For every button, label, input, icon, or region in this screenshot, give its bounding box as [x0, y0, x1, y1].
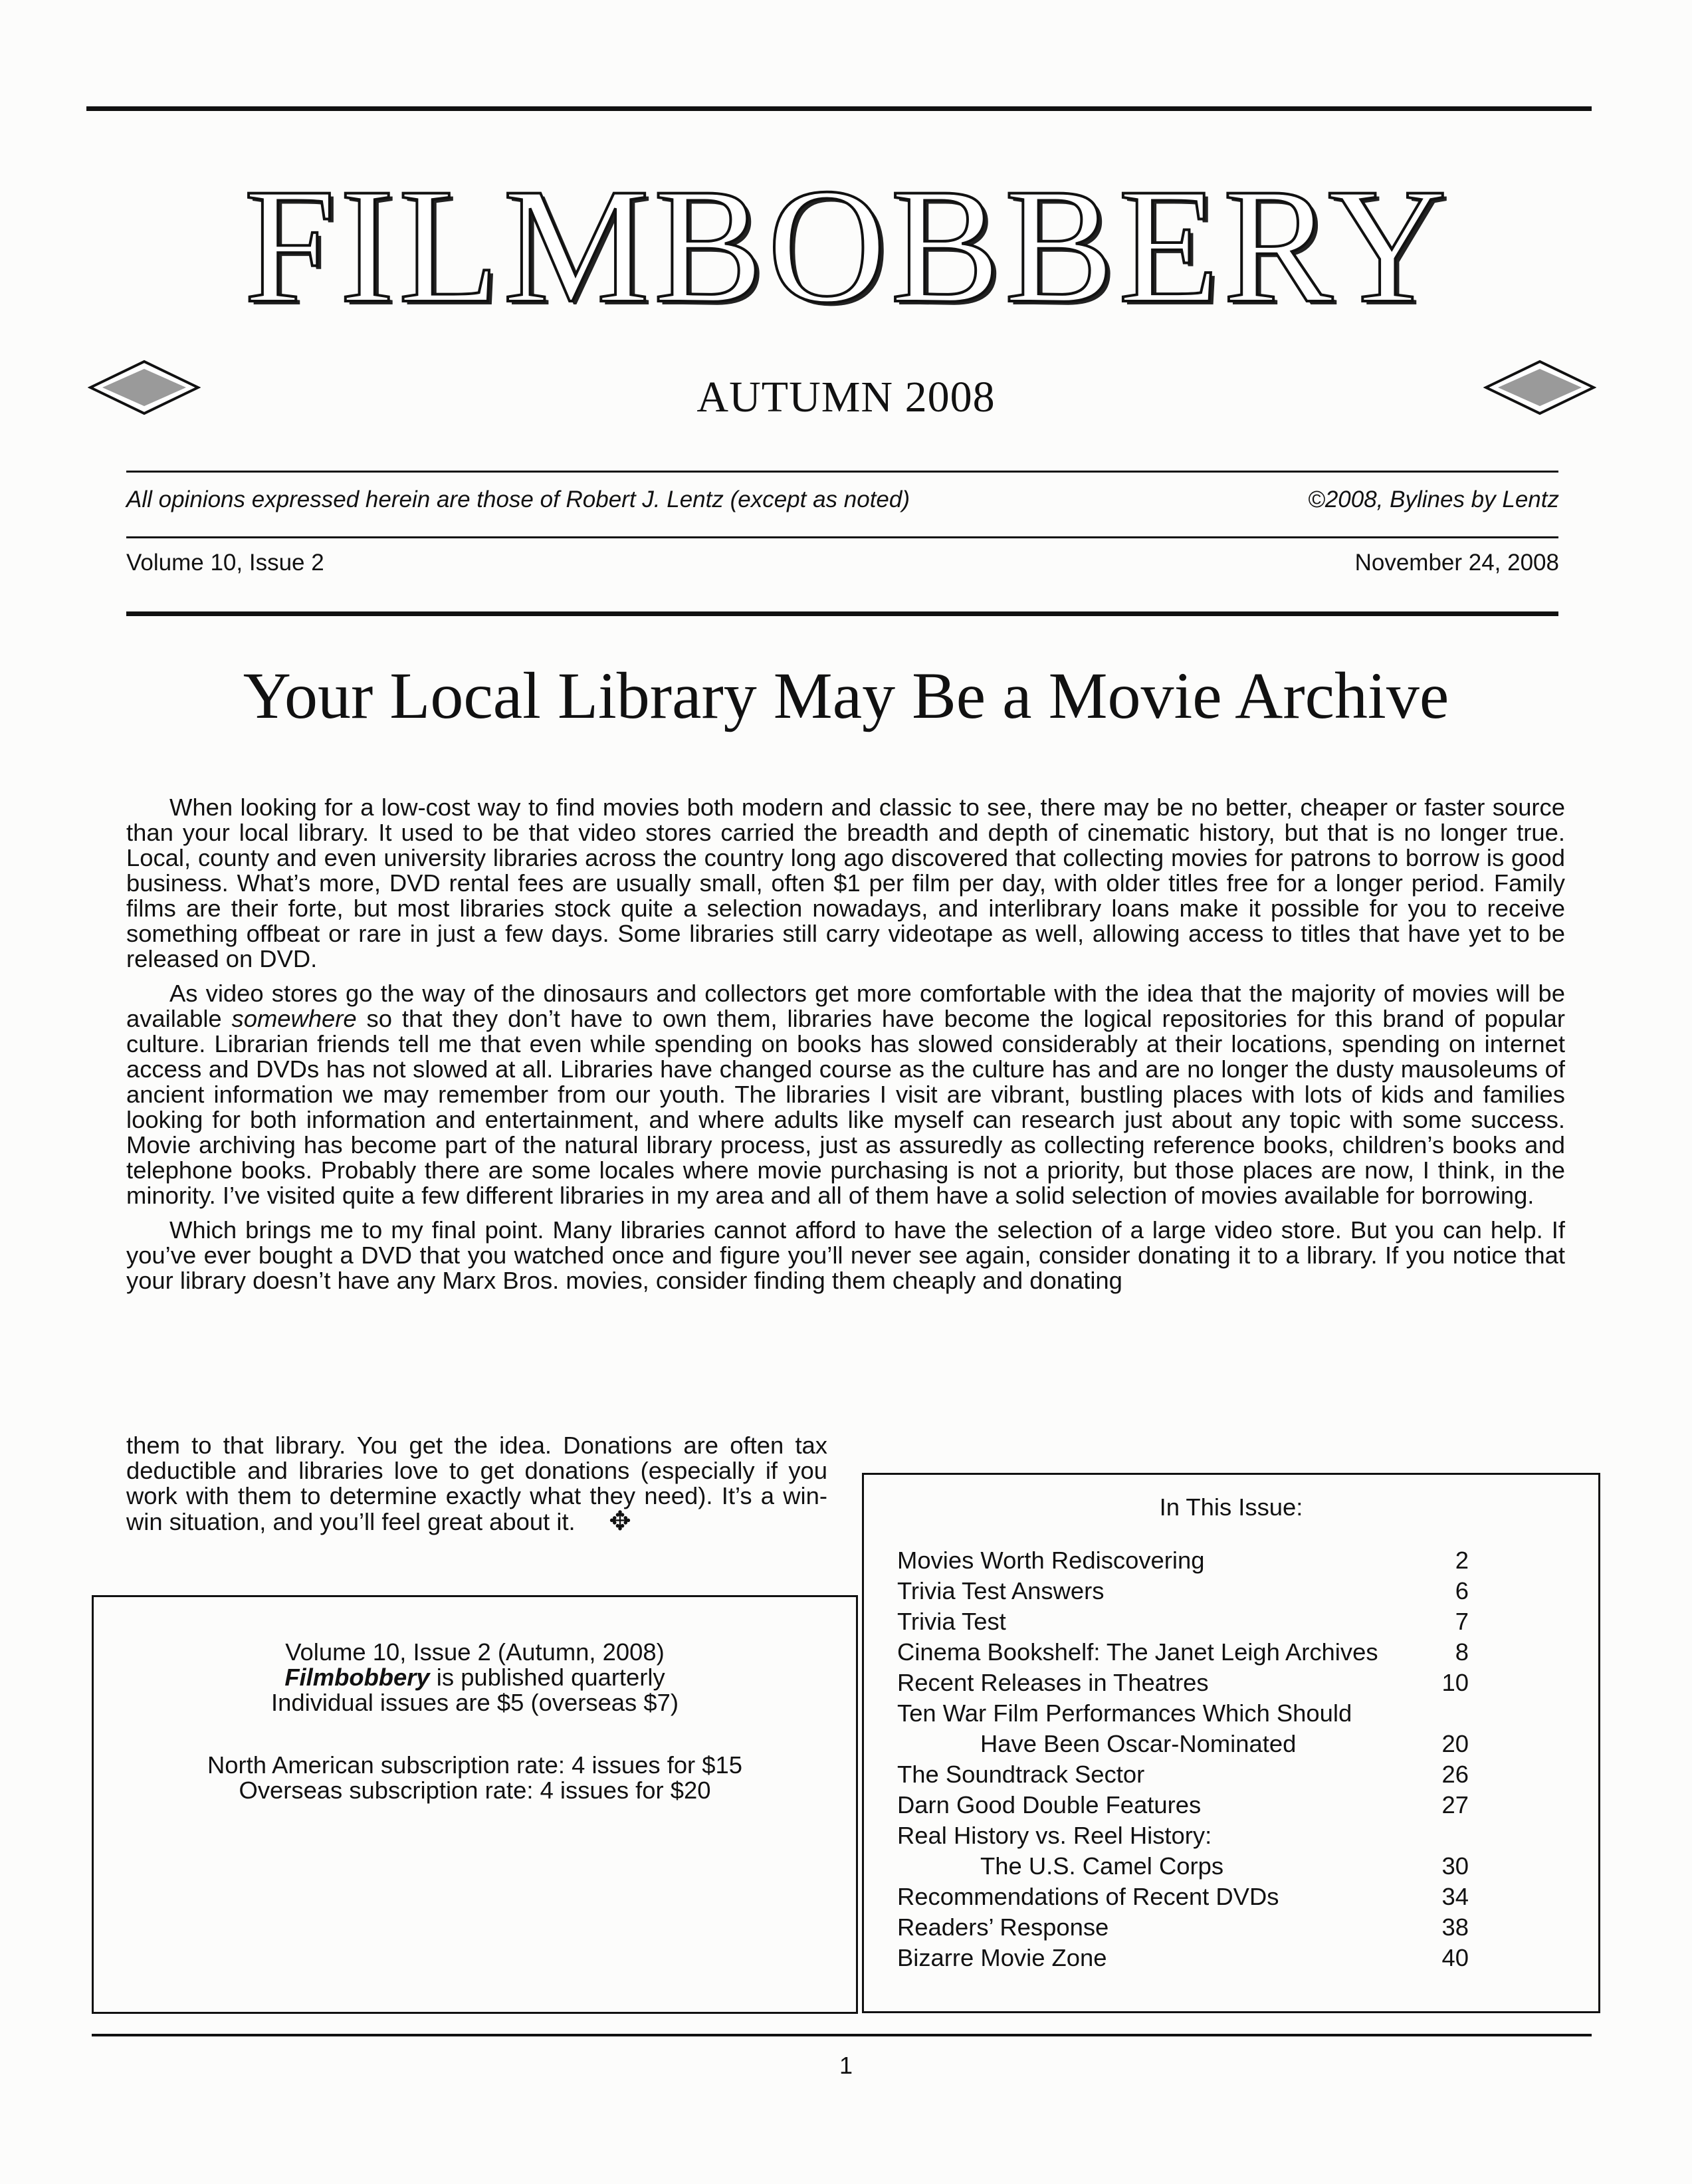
- meta-middle-rule: [126, 536, 1558, 538]
- toc-item-title: Recent Releases in Theatres: [897, 1669, 1209, 1696]
- toc-item: [897, 1759, 1469, 1790]
- toc-item-page: [1429, 1698, 1469, 1729]
- toc-item-title: Have Been Oscar-Nominated: [980, 1730, 1297, 1757]
- footer-rule: [92, 2034, 1592, 2036]
- toc-item-title: Darn Good Double Features: [897, 1791, 1202, 1818]
- toc-item-page: 8: [1455, 1638, 1469, 1666]
- newsletter-name: Filmbobbery: [284, 1664, 430, 1691]
- subscription-frequency: [94, 1665, 856, 1690]
- copyright-notice: ©2008, Bylines by Lentz: [1308, 487, 1559, 512]
- toc-item: [897, 1637, 1469, 1668]
- toc-item: [897, 1668, 1469, 1698]
- frequency-text: is published quarterly: [429, 1664, 665, 1691]
- article-paragraph: When looking for a low-cost way to find movies both modern and classic to see, there may be no better, cheaper or faster source than your local library. It used to be that video stores carried the breadth and depth of cinematic history, but that is no longer true. Local, county and even university libraries across the country long ago discovered that collecting movies for patrons to borrow is good business. What’s more, DVD rental fees are usually small, often $1 per film per day, with older titles free for a longer period. Family films are their forte, but most libraries stock quite a selection nowadays, and interlibrary loans make it possible for you to receive something offbeat or rare in just a few days. Some libraries still carry videotape as well, allowing access to titles that have yet to be released on DVD.: [126, 794, 1565, 972]
- toc-item-page: 7: [1455, 1608, 1469, 1635]
- toc-item-title: Cinema Bookshelf: The Janet Leigh Archives: [897, 1638, 1378, 1666]
- article-paragraph: Which brings me to my final point. Many libraries cannot afford to have the selection of a large video store. But you can help. If you’ve ever bought a DVD that you watched once and figure you’ll never see again, consider donating it to a library. If you notice that your library doesn’t have any Marx Bros. movies, consider finding them cheaply and donating: [126, 1216, 1565, 1294]
- toc-item-title: The Soundtrack Sector: [897, 1761, 1145, 1788]
- toc-item-title: Movies Worth Rediscovering: [897, 1547, 1205, 1574]
- toc-item-title: Recommendations of Recent DVDs: [897, 1883, 1279, 1910]
- toc-item-page: 27: [1441, 1791, 1469, 1818]
- toc-item-page: 26: [1441, 1761, 1469, 1788]
- article-paragraph: [126, 1433, 827, 1535]
- subscription-info: [94, 1640, 856, 1803]
- top-rule: [86, 106, 1592, 111]
- toc-item-page: 40: [1441, 1944, 1469, 1971]
- end-mark-icon: ✥: [609, 1507, 631, 1536]
- toc-item-page: 34: [1441, 1883, 1469, 1910]
- toc-item-page: 38: [1441, 1913, 1469, 1941]
- toc-item: [897, 1698, 1469, 1729]
- page-number: 1: [839, 2052, 853, 2079]
- article-emphasis: somewhere: [231, 1005, 357, 1032]
- toc-item: [897, 1790, 1469, 1820]
- article-paragraph: [126, 981, 1565, 1208]
- toc-item-page: [1429, 1820, 1469, 1851]
- toc-item-page: 2: [1455, 1547, 1469, 1574]
- toc-heading: In This Issue:: [1159, 1493, 1303, 1521]
- issue-date: November 24, 2008: [1354, 550, 1559, 576]
- toc-item: [897, 1912, 1469, 1943]
- article-text: so that they don’t have to own them, libraries have become the logical repositories for this brand of popular culture. Librarian friends tell me that even while spending on books has slowed considerably at their locations, spending on internet access and DVDs has not slowed at all. Libraries have changed course as the culture has and are no longer the dusty mausoleums of ancient information we may remember from our youth. The libraries I visit are vibrant, bustling places with lots of kids and families looking for both information and entertainment, and where adults like myself can research just about any topic with some success. Movie archiving has become part of the natural library process, just as assuredly as collecting reference books, children’s books and telephone books. Probably there are some locales where movie purchasing is not a priority, but those places are now, I think, in the minority. I’ve visited quite a few different libraries in my area and all of them have a solid selection of movies available for borrowing.: [126, 1005, 1565, 1209]
- article-body: [126, 795, 1565, 1293]
- toc-item-page: 30: [1441, 1852, 1469, 1880]
- toc-item-title: The U.S. Camel Corps: [980, 1852, 1224, 1880]
- single-issue-price: Individual issues are $5 (overseas $7): [271, 1689, 679, 1716]
- toc-item-title: Readers’ Response: [897, 1913, 1109, 1941]
- article-continued: [126, 1433, 827, 1535]
- article-text: them to that library. You get the idea. Donations are often tax deductible and libraries love to get donations (especially if you work with them to determine exactly what they need). It’s a win-win situation, and you’ll feel great about it.: [126, 1432, 827, 1535]
- volume-issue: Volume 10, Issue 2: [126, 550, 324, 576]
- toc-item-title: Ten War Film Performances Which Should: [897, 1699, 1352, 1727]
- article-text: As video stores go the way of the dinosaurs and collectors get more comfortable with the idea that the majority of movies will be available: [126, 980, 1565, 1032]
- toc-item: [897, 1606, 1469, 1637]
- article-headline: Your Local Library May Be a Movie Archive: [243, 659, 1449, 732]
- toc-item: [897, 1820, 1469, 1851]
- meta-bottom-rule: [126, 611, 1558, 616]
- meta-top-rule: [126, 471, 1558, 473]
- toc-item-title: Bizarre Movie Zone: [897, 1944, 1107, 1971]
- subscription-volume: Volume 10, Issue 2 (Autumn, 2008): [285, 1638, 665, 1666]
- opinions-disclaimer: All opinions expressed herein are those of Robert J. Lentz (except as noted): [126, 487, 910, 512]
- toc-item: [897, 1851, 1469, 1882]
- toc-item: [897, 1576, 1469, 1606]
- masthead-title: FILMBOBBERY: [243, 154, 1451, 337]
- toc-item-title: Real History vs. Reel History:: [897, 1822, 1212, 1849]
- toc-list: [897, 1545, 1469, 1973]
- toc-item: [897, 1882, 1469, 1912]
- toc-item-page: 20: [1441, 1730, 1469, 1757]
- toc-item-title: Trivia Test Answers: [897, 1577, 1105, 1604]
- toc-item: [897, 1545, 1469, 1576]
- subscription-box: [92, 1595, 858, 2014]
- issue-season: AUTUMN 2008: [696, 373, 996, 421]
- toc-item: [897, 1729, 1469, 1759]
- toc-item-title: Trivia Test: [897, 1608, 1006, 1635]
- north-american-rate: North American subscription rate: 4 issues for $15: [207, 1751, 743, 1779]
- toc-item-page: 10: [1441, 1669, 1469, 1696]
- toc-item: [897, 1943, 1469, 1973]
- toc-item-page: 6: [1455, 1577, 1469, 1604]
- overseas-rate: Overseas subscription rate: 4 issues for $20: [239, 1777, 711, 1804]
